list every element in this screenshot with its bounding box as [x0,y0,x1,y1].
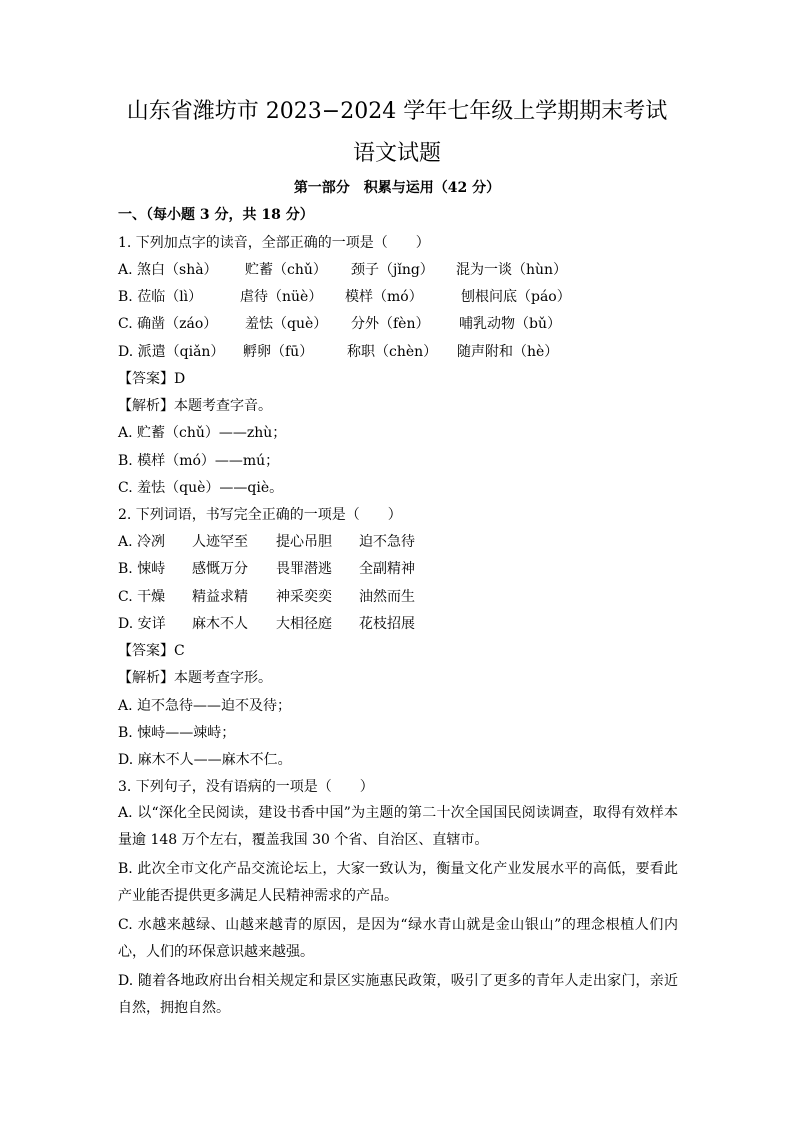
q1-a-4: 混为一谈（hùn） [456,262,568,278]
q1-c-4: 哺乳动物（bǔ） [459,316,561,332]
q1-note-c: C. 羞怯（què）——qiè。 [118,480,284,496]
section-heading: 一、（每小题 3 分，共 18 分） [118,207,314,223]
q1-b-4: 刨根问底（páo） [461,289,571,305]
q2-d-4: 花枝招展 [359,616,415,632]
q1-note-b: B. 模样（mó）——mú； [118,453,280,469]
part-heading: 第一部分 积累与运用（42 分） [293,180,501,196]
q1-a-1: A. 煞白（shà） [118,262,218,278]
q2-note-a: A. 迫不急待——迫不及待； [118,698,292,714]
q1-d-1: D. 派遣（qiǎn） [118,344,225,360]
q1-b-2: 虐待（nüè） [240,289,323,305]
q1-a-3: 颈子（jǐng） [351,262,434,278]
q1-stem: 1. 下列加点字的读音，全部正确的一项是（ ） [118,235,430,251]
q2-note-d: D. 麻木不人——麻木不仁。 [118,752,292,768]
q2-a-1: A. 冷冽 [118,534,166,550]
q2-b-1: B. 悚峙 [118,561,166,577]
q1-d-2: 孵卵（fū） [243,344,314,360]
exam-subject: 语文试题 [352,141,441,166]
q1-option-a [118,260,718,280]
q2-a-4: 迫不急待 [359,534,415,550]
q2-a-2: 人迹罕至 [192,534,248,550]
q2-d-1: D. 安详 [118,616,166,632]
exam-title: 山东省潍坊市 2023−2024 学年七年级上学期期末考试 [126,99,668,124]
q1-c-2: 羞怯（què） [245,316,328,332]
q3-stem: 3. 下列句子，没有语病的一项是（ ） [118,779,374,795]
q1-analysis: 【解析】本题考查字音。 [118,398,272,414]
q1-b-3: 模样（mó） [345,289,423,305]
q2-stem: 2. 下列词语，书写完全正确的一项是（ ） [118,507,402,523]
q2-option-d [118,614,718,634]
q1-option-c [118,314,718,334]
q2-c-1: C. 干燥 [118,589,166,605]
q2-c-4: 油然而生 [359,589,415,605]
q1-d-3: 称职（chèn） [347,344,438,360]
q2-b-2: 感慨万分 [192,561,248,577]
q2-option-b [118,559,718,579]
q2-c-2: 精益求精 [192,589,248,605]
q2-b-3: 畏罪潜逃 [276,561,332,577]
q2-note-b: B. 悚峙——竦峙； [118,725,236,741]
q1-d-4: 随声附和（hè） [457,344,559,360]
q1-option-d [118,342,718,362]
q2-b-4: 全副精神 [359,561,415,577]
q1-answer: 【答案】D [118,371,186,387]
q1-a-2: 贮蓄（chǔ） [245,262,327,278]
q2-analysis: 【解析】本题考查字形。 [118,670,272,686]
q1-option-b [118,287,718,307]
q1-note-a: A. 贮蓄（chǔ）——zhù； [118,425,287,441]
q2-a-3: 提心吊胆 [276,534,332,550]
q2-option-c [118,587,718,607]
q3-option-d: D. 随着各地政府出台相关规定和景区实施惠民政策，吸引了更多的青年人走出家门，亲近自然，拥抱自然。 [118,973,678,1016]
q1-c-3: 分外（fèn） [351,316,430,332]
q2-answer: 【答案】C [118,643,185,659]
q1-b-1: B. 莅临（lì） [118,289,203,305]
q1-c-1: C. 确凿（záo） [118,316,218,332]
q3-option-a: A. 以“深化全民阅读，建设书香中国”为主题的第二十次全国国民阅读调查，取得有效样本量逾 148 万个左右，覆盖我国 30 个省、自治区、直辖市。 [118,805,678,848]
q2-d-2: 麻木不人 [192,616,248,632]
q3-option-c: C. 水越来越绿、山越来越青的原因，是因为“绿水青山就是金山银山”的理念根植人们内心，人们的环保意识越来越强。 [118,917,678,960]
q2-c-3: 神采奕奕 [276,589,332,605]
q2-option-a [118,532,718,552]
q2-d-3: 大相径庭 [276,616,332,632]
q3-option-b: B. 此次全市文化产品交流论坛上，大家一致认为，衡量文化产业发展水平的高低，要看此产业能否提供更多满足人民精神需求的产品。 [118,861,678,904]
